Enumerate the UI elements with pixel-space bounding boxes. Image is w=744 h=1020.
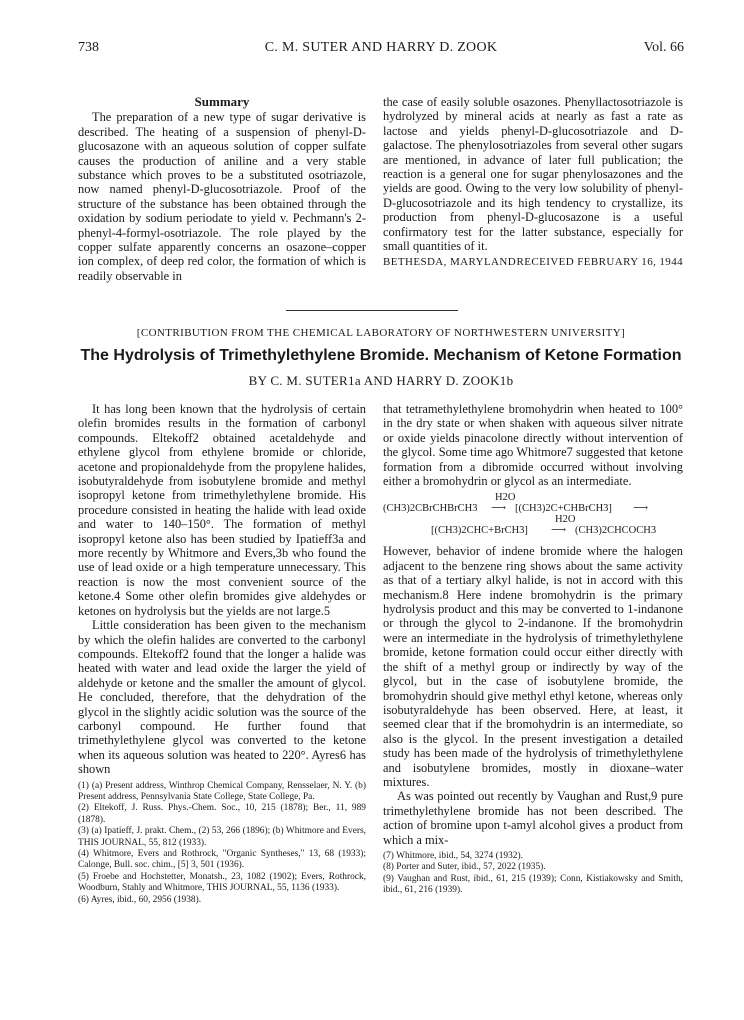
footnote: (1) (a) Present address, Winthrop Chemical Company, Rensselaer, N. Y. (b) Present address, Pennsylvania State College, State College, Pa. bbox=[78, 780, 366, 802]
reaction-scheme bbox=[383, 490, 683, 540]
section-divider bbox=[286, 310, 458, 311]
scheme-arrow: ⟶ bbox=[491, 503, 507, 515]
received-date: RECEIVED FEBRUARY 16, 1944 bbox=[516, 256, 683, 269]
article-right-column bbox=[383, 402, 683, 897]
running-authors: C. M. SUTER AND HARRY D. ZOOK bbox=[264, 40, 498, 55]
scheme-arrow: ⟶ bbox=[633, 503, 649, 515]
byline: BY C. M. SUTER1a AND HARRY D. ZOOK1b bbox=[248, 373, 514, 388]
summary-left-column bbox=[78, 95, 366, 283]
article-title: The Hydrolysis of Trimethylethylene Bromide. Mechanism of Ketone Formation bbox=[80, 347, 682, 364]
scheme-intermediate: [(CH3)2C+CHBrCH3] bbox=[515, 503, 612, 515]
intro-paragraph: It has long been known that the hydrolysis of certain olefin bromides results in the formation of carbonyl compounds. Eltekoff2 obtained acetaldehyde and ethylene glycol from ethylene bromide or chloride, acetone and propionaldehyde from the propylene halides, isobutyraldehyde from isobutylene bromide and methyl isopropyl ketone from trimethylethylene bromide. His procedure consisted in heating the halide with lead oxide and water to 140–150°. The formation of methyl isopropyl ketone also has been studied by Ipatieff3a and more recently by Whitmore and Evers,3b who found the use of lead oxide or a high temperature unnecessary. This reaction is now the most convenient source of the ketone.4 Some other olefin bromides give aldehydes or ketones on hydrolysis but the yields are not large.5 bbox=[78, 402, 366, 618]
footnote: (7) Whitmore, ibid., 54, 3274 (1932). bbox=[383, 850, 523, 861]
article-left-column bbox=[78, 402, 366, 906]
summary-paragraph: The preparation of a new type of sugar derivative is described. The heating of a suspension of phenyl-D-glucosazone with an aqueous solution of copper sulfate causes the production of aniline and a very stable substance which proves to be a substituted osotriazole, now named phenyl-D-glucosotriazole. Proof of the structure of the substance has been obtained through the oxidation by sodium periodate to yield v. Pechmann's 2-phenyl-4-formyl-osotriazole. The role played by the copper sulfate apparently concerns an osazone–copper ion complex, of deep red color, the formation of which is readily observable in bbox=[78, 110, 366, 283]
page-number: 738 bbox=[78, 40, 99, 55]
indene-paragraph: However, behavior of indene bromide where the halogen adjacent to the benzene ring shows about the same activity as that of a tertiary alkyl halide, is not in accord with this mechanism.8 Here indene bromohydrin is the primary hydrolysis product and this may be converted to 1-indanone or through the glycol to 2-indanone. If the bromohydrin were an intermediate in the hydrolysis of trimethylethylene bromide, ketone formation could occur either directly with the shift of a methyl group or indirectly by way of the glycol, but in the case of isobutylene bromide, the bromohydrin should give methyl ethyl ketone, whereas only isobutyraldehyde has been observed. Here, at least, it seemed clear that if the bromohydrin is an intermediate, so also is the glycol. In the present investigation a detailed study has been made of the hydrolysis of trimethylethylene and isobutylene bromides, mostly in dioxane–water mixtures. bbox=[383, 544, 683, 789]
summary-heading: Summary bbox=[194, 94, 250, 109]
footnote: (9) Vaughan and Rust, ibid., 61, 215 (1939); Conn, Kistiakowsky and Smith, ibid., 61, 216 (1939). bbox=[383, 873, 683, 896]
scheme-reagent: H2O bbox=[555, 514, 576, 526]
footnote: (3) (a) Ipatieff, J. prakt. Chem., (2) 53, 266 (1896); (b) Whitmore and Evers, THIS JOURNAL, 55, 812 (1933). bbox=[78, 826, 366, 848]
footnote: (8) Porter and Suter, ibid., 57, 2022 (1935). bbox=[383, 862, 546, 873]
continuation-paragraph: that tetramethylethylene bromohydrin when heated to 100° in the dry state or when shaken with aqueous silver nitrate or oxide yields pinacolone directly without intervention of the glycol. Some time ago Whitmore7 suggested that ketone formation from a dibromide occurred without involving either a bromohydrin or glycol as an intermediate. bbox=[383, 402, 683, 489]
running-header bbox=[78, 40, 684, 58]
scheme-product: (CH3)2CHCOCH3 bbox=[575, 525, 657, 537]
mechanism-paragraph: Little consideration has been given to the mechanism by which the olefin halides are converted to the carbonyl compounds. Eltekoff2 found that the longer a halide was heated with water and lead oxide the larger the yield of aldehyde or ketone and the smaller the amount of glycol. He concluded, therefore, that the dehydration of the glycol in the slightly acidic solution was the source of the carbonyl compound. He further found that trimethylethylene glycol was converted to the ketone when its aqueous solution was heated to 220°. Ayres6 has shown bbox=[78, 618, 366, 777]
footnote: (5) Froebe and Hochstetter, Monatsh., 23, 1082 (1902); Evers, Rothrock, Woodburn, Stahly and Whitmore, THIS JOURNAL, 55, 1136 (1933). bbox=[78, 871, 366, 894]
footnote: (4) Whitmore, Evers and Rothrock, "Organic Syntheses," 13, 68 (1933); Calonge, Bull. soc. chim., [5] 3, 501 (1936). bbox=[78, 849, 366, 871]
scheme-intermediate: [(CH3)2CHC+BrCH3] bbox=[431, 525, 528, 537]
footnote: (2) Eltekoff, J. Russ. Phys.-Chem. Soc., 10, 215 (1878); Ber., 11, 989 (1878). bbox=[78, 803, 366, 825]
scheme-reagent: H2O bbox=[495, 492, 516, 504]
footnotes-left bbox=[78, 781, 366, 906]
scheme-arrow: ⟶ bbox=[551, 525, 567, 537]
location: BETHESDA, MARYLAND bbox=[383, 256, 517, 269]
footnote: (6) Ayres, ibid., 60, 2956 (1938). bbox=[78, 894, 202, 905]
summary-right-column bbox=[383, 95, 683, 270]
summary-continuation: the case of easily soluble osazones. Phenyllactosotriazole is hydrolyzed by mineral acids at nearly as fast a rate as lactose and yields phenyl-D-glucosotriazole and D-galactose. The phenylosotriazoles from several other sugars are mentioned, in advance of later full publication; the reaction is a general one for sugar phenylosazones and the yields are good. Owing to the very low solubility of phenyl-D-glucosotriazole and its high tendency to crystallize, its production from phenyl-D-glucosazone is a useful confirmatory test for the latter substance, especially for small quantities of it. bbox=[383, 95, 683, 254]
contribution-line: [CONTRIBUTION FROM THE CHEMICAL LABORATORY OF NORTHWESTERN UNIVERSITY] bbox=[136, 327, 626, 339]
vaughan-paragraph: As was pointed out recently by Vaughan and Rust,9 pure trimethylethylene bromide has not been described. The action of bromine upon t-amyl alcohol gives a product from which a mix- bbox=[383, 789, 683, 847]
signoff bbox=[383, 255, 683, 270]
scheme-reactant: (CH3)2CBrCHBrCH3 bbox=[383, 503, 478, 515]
volume-label: Vol. 66 bbox=[643, 40, 684, 55]
footnotes-right bbox=[383, 851, 683, 897]
